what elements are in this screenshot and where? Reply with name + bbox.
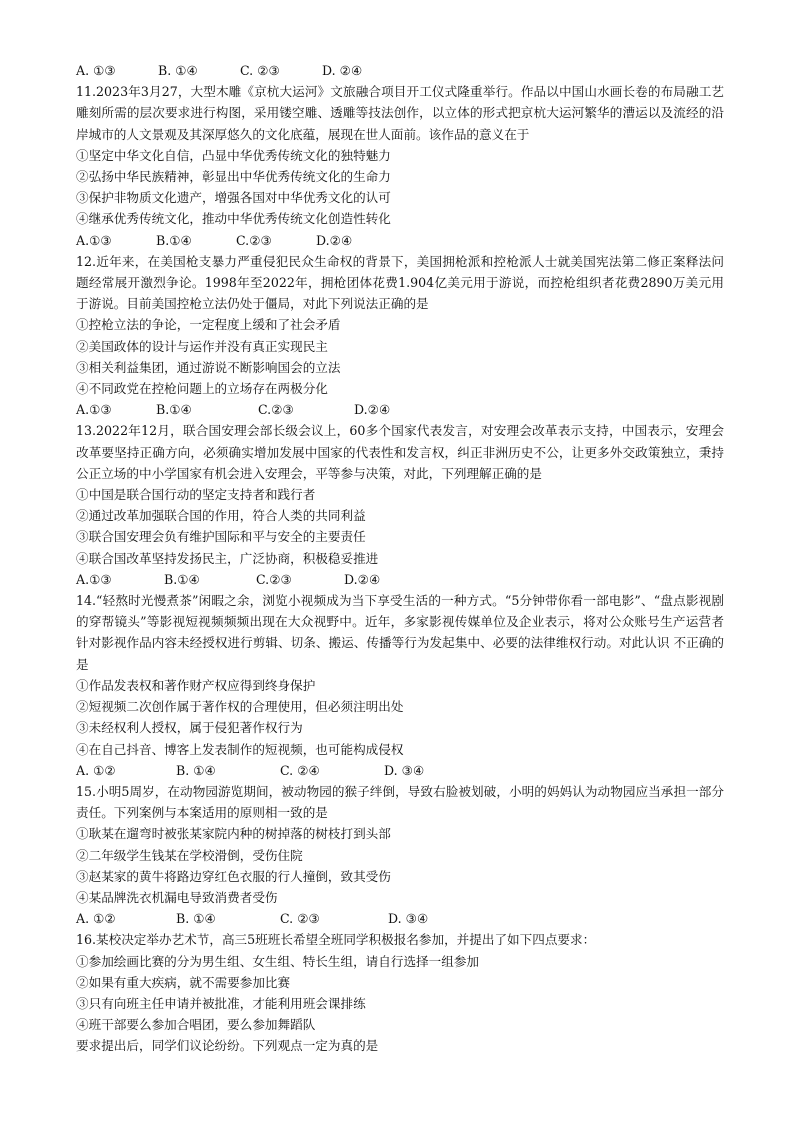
statement-item: ③只有向班主任申请并被批准，才能利用班会课排练 [76,995,366,1011]
statement-item: ②如果有重大疾病，就不需要参加比赛 [76,974,291,990]
statement-item: ④班干部要么参加合唱团，要么参加舞蹈队 [76,1017,316,1033]
option-a: A.①③ [76,571,112,587]
option-d: D. ②④ [322,63,363,78]
statement-item: ①控枪立法的争论，一定程度上缓和了社会矛盾 [76,317,341,333]
option-b: B. ①④ [176,762,216,778]
statement-item: ④不同政党在控枪问题上的立场存在两极分化 [76,381,328,397]
options-row [76,230,724,251]
option-c: C.②③ [236,232,272,248]
options-row [76,60,724,81]
statement-item: ③未经权利人授权，属于侵犯著作权行为 [76,720,303,736]
statement-item: ②通过改革加强联合国的作用，符合人类的共同利益 [76,508,366,524]
option-a: A. ①② [76,911,116,927]
statement-item: ④在自己抖音、博客上发表制作的短视频，也可能构成侵权 [76,741,404,757]
option-b: B.①④ [156,232,192,248]
option-b: B.①④ [164,571,200,587]
statement-item: ①作品发表权和著作财产权应得到终身保护 [76,677,316,693]
option-a: A.①③ [76,402,112,418]
question-stem: 13.2022年12月，联合国安理会部长级会议上，60多个国家代表发言，对安理会改革表示支持，中国表示，安理会改革要坚持正确方向，必须确实增加发展中国家的代表性和发言权，纠正非洲历史不公，让更多外交政策独立，秉持公正立场的中小学国家有机会进入安理会，平等参与决策，对此，下列理解正确的是 [76,423,724,481]
option-b: B. ①④ [176,911,216,927]
statement-item: ④某品牌洗衣机漏电导致消费者受伤 [76,889,278,905]
question-stem: 14.“轻熬时光慢煮茶”闲暇之余，浏览小视频成为当下享受生活的一种方式。“5分钟带你看一部电影”、“盘点影视剧的穿帮镜头”等影视短视频频频出现在大众视野中。近年，多家影视传媒单位及企业表示，将对公众账号生产运营者针对影视作品内容未经授权进行剪辑、切条、搬运、传播等行为发起集中、必要的法律维权行动。对此认识 不正确的是 [76,593,724,672]
question-11 [76,81,724,251]
option-d: D. ③④ [384,762,425,778]
statement-item: ①中国是联合国行动的坚定支持者和践行者 [76,487,316,503]
question-stem: 16.某校决定举办艺术节，高三5班班长希望全班同学积极报名参加，并提出了如下四点要求： [76,932,596,948]
statement-item: ③赵某家的黄牛将路边穿红色衣服的行人撞倒，致其受伤 [76,868,391,884]
options-row [76,908,724,929]
question-stem: 12.近年来，在美国枪支暴力严重侵犯民众生命权的背景下，美国拥枪派和控枪派人士就美国宪法第二修正案释法问题经常展开激烈争论。1998年至2022年，拥枪团体花费1.904亿美元用于游说，而控枪组织者花费2890万美元用于游说。目前美国控枪立法仍处于僵局，对此下列说法正确的是 [76,253,724,312]
option-d: D.②④ [316,232,353,248]
question-16 [76,929,724,1056]
option-c: C. ②③ [240,63,280,78]
option-a: A.①③ [76,232,112,248]
option-a: A. ①③ [76,63,116,78]
statement-item: ①参加绘画比赛的分为男生组、女生组、特长生组，请自行选择一组参加 [76,953,479,969]
question-14 [76,590,724,781]
statement-item: ②短视频二次创作属于著作权的合理使用，但必须注明出处 [76,699,404,715]
options-row [76,760,724,781]
question-stem: 15.小明5周岁，在动物园游览期间，被动物园的猴子绊倒，导致右脸被划破，小明的妈妈认为动物园应当承担一部分责任。下列案例与本案适用的原则相一致的是 [76,783,724,821]
option-b: B.①④ [156,402,192,418]
statement-item: ②弘扬中华民族精神，彰显出中华优秀传统文化的生命力 [76,169,391,185]
option-c: C. ②④ [280,762,320,778]
statement-item: ②二年级学生钱某在学校滑倒，受伤住院 [76,847,303,863]
options-row [76,569,724,590]
option-c: C. ②③ [280,911,320,927]
option-d: D. ③④ [388,911,429,927]
option-d: D.②④ [354,402,391,418]
question-tail: 要求提出后，同学们议论纷纷。下列观点一定为真的是 [76,1038,379,1054]
document-page [76,60,724,1057]
statement-item: ①耿某在遛弯时被张某家院内种的树掉落的树枝打到头部 [76,826,391,842]
question-15 [76,781,724,929]
option-c: C.②③ [258,402,294,418]
option-b: B. ①④ [158,63,198,78]
statement-item: ①坚定中华文化自信，凸显中华优秀传统文化的独特魅力 [76,147,391,163]
question-12 [76,251,724,421]
statement-item: ③保护非物质文化遗产，增强各国对中华优秀文化的认可 [76,190,391,206]
options-row [76,399,724,420]
option-c: C.②③ [256,571,292,587]
statement-item: ④继承优秀传统文化，推动中华优秀传统文化创造性转化 [76,211,391,227]
question-13 [76,420,724,590]
statement-item: ③联合国安理会负有维护国际和平与安全的主要责任 [76,529,366,545]
option-d: D.②④ [344,571,381,587]
statement-item: ③相关利益集团，通过游说不断影响国会的立法 [76,359,341,375]
statement-item: ④联合国改革坚持发扬民主，广泛协商，积极稳妥推进 [76,550,379,566]
option-a: A. ①② [76,762,116,778]
statement-item: ②美国政体的设计与运作并没有真正实现民主 [76,338,328,354]
question-stem: 11.2023年3月27，大型木雕《京杭大运河》文旅融合项目开工仪式隆重举行。作品以中国山水画长卷的布局融工艺雕刻所需的层次要求进行构图，采用镂空雕、透雕等技法创作，以立体的形式把京杭大运河繁华的漕运以及流经的沿岸城市的人文景观及其深厚悠久的文化底蕴，展现在世人面前。该作品的意义在于 [76,84,724,142]
